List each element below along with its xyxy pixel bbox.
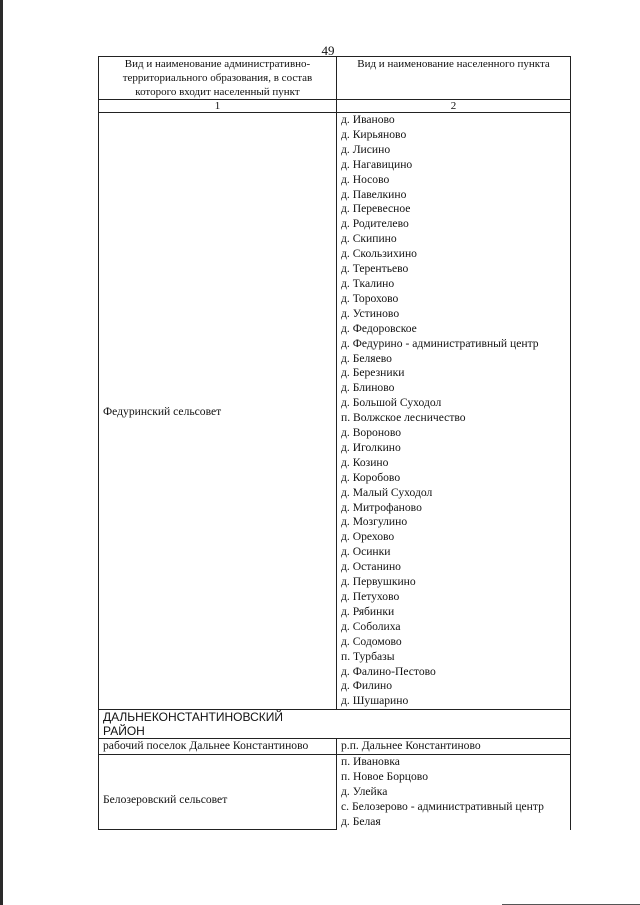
- entity-name: рабочий поселок Дальнее Константиново: [103, 739, 309, 753]
- settlement-item: д. Соболиха: [341, 619, 401, 633]
- settlement-item: д. Первушкино: [341, 575, 416, 589]
- district-row: [99, 710, 571, 739]
- settlements-cell: [337, 113, 571, 710]
- settlement-item: д. Улейка: [341, 784, 388, 798]
- scan-edge-line: [0, 0, 3, 905]
- settlement-list: [341, 113, 566, 709]
- settlement-item: д. Рябинки: [341, 604, 395, 618]
- settlement-item: д. Скользихино: [341, 247, 417, 261]
- column-number-2: 2: [337, 100, 571, 113]
- settlement-item: д. Березники: [341, 366, 405, 380]
- entity-cell: [99, 113, 337, 710]
- page-number: 49: [321, 43, 335, 58]
- settlement-item: д. Осинки: [341, 545, 391, 559]
- district-heading: [99, 710, 571, 739]
- settlement-item: д. Носово: [341, 172, 390, 186]
- settlement-item: д. Нагавицино: [341, 157, 413, 171]
- settlements-table: [98, 56, 571, 830]
- entity-name: Белозеровский сельсовет: [103, 792, 228, 806]
- settlement-item: д. Перевесное: [341, 202, 411, 216]
- settlement-item: с. Белозерово - административный центр: [341, 799, 544, 813]
- column-number-1: 1: [99, 100, 337, 113]
- settlement-item: д. Малый Суходол: [341, 485, 433, 499]
- entity-cell: [99, 755, 337, 830]
- settlements-cell: [337, 739, 571, 755]
- entity-name: Федуринский сельсовет: [103, 404, 222, 418]
- table-header-row: [99, 57, 571, 100]
- settlement-item: д. Фалино-Пестово: [341, 664, 436, 678]
- settlement-item: д. Павелкино: [341, 187, 407, 201]
- settlement-item: д. Терентьево: [341, 262, 409, 276]
- settlement-item: д. Федурино - административный центр: [341, 336, 539, 350]
- settlement-item: д. Ткалино: [341, 276, 395, 290]
- settlement-item: д. Иголкино: [341, 440, 401, 454]
- settlement-item: д. Устиново: [341, 306, 400, 320]
- settlements-cell: [337, 755, 571, 830]
- district-name: ДАЛЬНЕКОНСТАНТИНОВСКИЙ РАЙОН: [103, 710, 284, 739]
- settlement-item: д. Шушарино: [341, 694, 409, 708]
- settlement-item: п. Волжское лесничество: [341, 411, 466, 425]
- settlement-item: д. Кирьяново: [341, 127, 407, 141]
- settlement-item: п. Ивановка: [341, 755, 400, 769]
- settlement-item: д. Беляево: [341, 351, 392, 365]
- table-row: [99, 739, 571, 755]
- settlement-item: д. Филино: [341, 679, 393, 693]
- settlement-item: д. Коробово: [341, 470, 401, 484]
- table-row: [99, 113, 571, 710]
- column-number-row: [99, 100, 571, 113]
- settlement-item: д. Родителево: [341, 217, 409, 231]
- settlement-item: д. Останино: [341, 560, 401, 574]
- table-row: [99, 755, 571, 830]
- header-col1: Вид и наименование административно-территориального образования, в состав которого входит населенный пункт: [99, 57, 337, 100]
- settlement-item: д. Вороново: [341, 426, 402, 440]
- settlement-item: д. Скипино: [341, 232, 397, 246]
- settlement-item: п. Новое Борцово: [341, 770, 428, 784]
- settlement-item: д. Федоровское: [341, 321, 417, 335]
- settlement-list: [341, 755, 566, 830]
- settlement-item: р.п. Дальнее Константиново: [341, 739, 481, 753]
- settlement-item: д. Иваново: [341, 113, 395, 126]
- settlement-item: д. Содомово: [341, 634, 402, 648]
- header-col2: Вид и наименование населенного пункта: [337, 57, 571, 100]
- settlement-item: д. Блиново: [341, 381, 395, 395]
- settlement-list: [341, 739, 566, 754]
- settlement-item: д. Лисино: [341, 142, 391, 156]
- settlement-item: д. Орехово: [341, 530, 395, 544]
- settlement-item: д. Большой Суходол: [341, 396, 442, 410]
- settlement-item: д. Мозгулино: [341, 515, 408, 529]
- settlement-item: д. Митрофаново: [341, 500, 422, 514]
- settlement-item: д. Белая: [341, 814, 381, 828]
- settlement-item: д. Петухово: [341, 590, 400, 603]
- settlement-item: п. Турбазы: [341, 649, 395, 663]
- entity-cell: [99, 739, 337, 755]
- settlement-item: д. Козино: [341, 455, 389, 469]
- settlement-item: д. Торохово: [341, 291, 399, 305]
